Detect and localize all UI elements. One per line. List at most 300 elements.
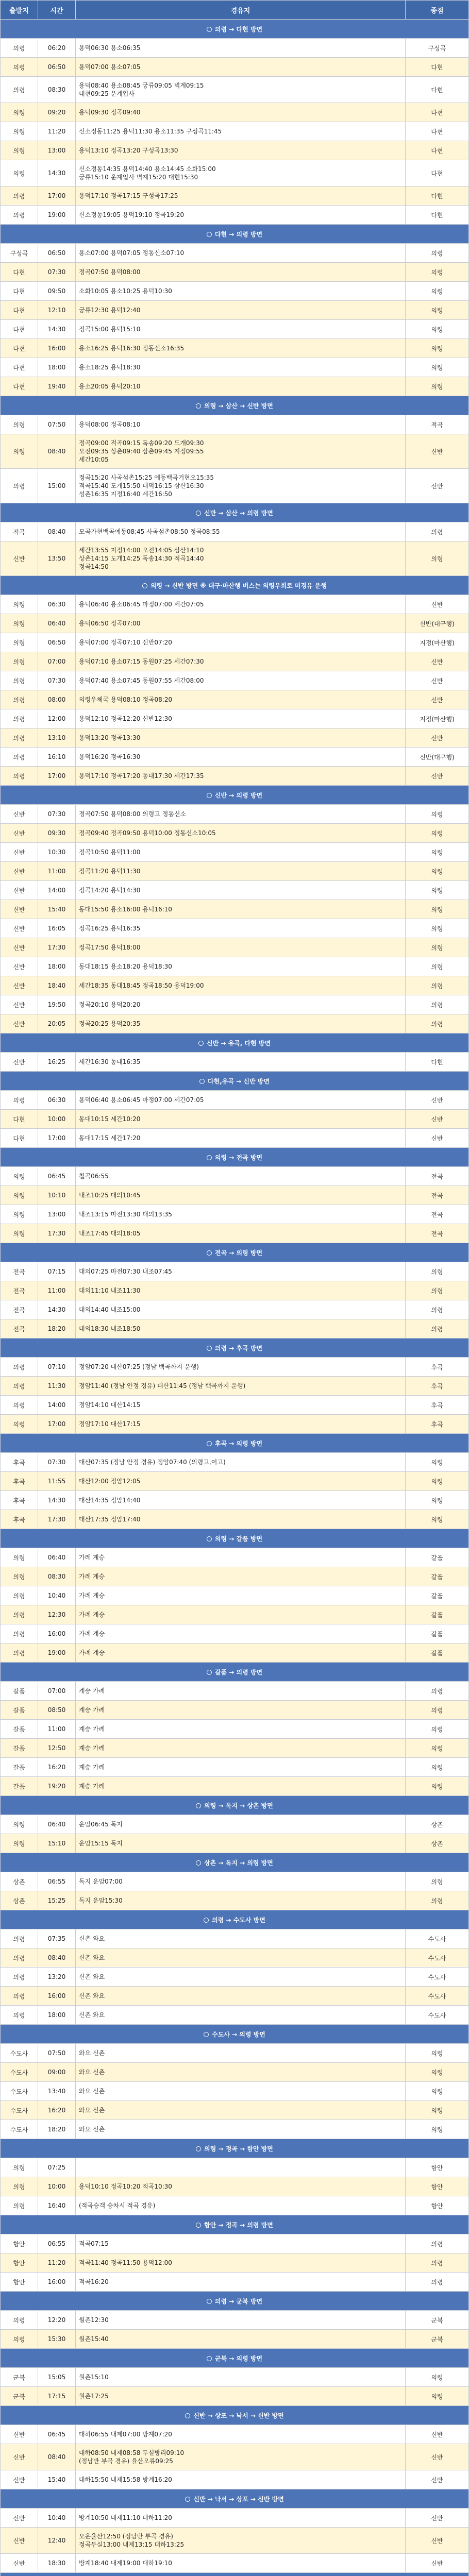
terminus-cell: 의령 xyxy=(406,1739,469,1758)
route-cell xyxy=(76,1682,406,1701)
route-cell xyxy=(76,1186,406,1205)
table-row xyxy=(1,881,469,900)
terminus-cell: 수도사 xyxy=(406,1948,469,1968)
route-cell xyxy=(76,2120,406,2139)
section-header xyxy=(1,2406,469,2425)
route-line: 신소정동14:35 용덕14:40 용소14:45 소화15:00 xyxy=(79,165,216,173)
route-cell xyxy=(76,263,406,282)
route-cell xyxy=(76,103,406,122)
route-line: 세간16:30 동대16:35 xyxy=(79,1058,141,1065)
route-line: 용덕16:20 정곡16:30 xyxy=(79,753,141,760)
time-cell: 16:40 xyxy=(38,2196,76,2215)
time-cell: 13:50 xyxy=(38,541,76,576)
terminus-cell: 신반 xyxy=(406,728,469,748)
route-line: 정곡15:00 용덕15:10 xyxy=(79,325,141,333)
circle-icon xyxy=(196,511,201,516)
table-row xyxy=(1,2044,469,2063)
departure-cell: 신반 xyxy=(1,805,38,824)
section-title-cell xyxy=(1,2573,469,2576)
table-row xyxy=(1,2158,469,2177)
route-cell xyxy=(76,2509,406,2528)
terminus-cell: 의령 xyxy=(406,522,469,541)
circle-icon xyxy=(204,1918,209,1923)
time-cell: 14:30 xyxy=(38,160,76,187)
section-title-cell xyxy=(1,1434,469,1453)
departure-cell: 의령 xyxy=(1,1605,38,1624)
table-row xyxy=(1,900,469,919)
route-cell xyxy=(76,1129,406,1148)
departure-cell: 의령 xyxy=(1,434,38,469)
time-cell: 06:45 xyxy=(38,1167,76,1186)
section-title: 다현 → 의령 방면 xyxy=(214,230,263,238)
time-cell: 07:00 xyxy=(38,1682,76,1701)
route-cell xyxy=(76,415,406,434)
departure-cell: 다현 xyxy=(1,320,38,339)
table-row xyxy=(1,1472,469,1491)
route-line: 용소20:05 용덕20:10 xyxy=(79,382,141,390)
departure-cell: 갈품 xyxy=(1,1701,38,1720)
table-row xyxy=(1,1358,469,1377)
table-row xyxy=(1,919,469,938)
time-cell: 07:30 xyxy=(38,1453,76,1472)
time-cell: 15:00 xyxy=(38,469,76,503)
route-line: 대산14:35 정암14:40 xyxy=(79,1496,141,1504)
circle-icon xyxy=(196,1803,201,1808)
route-line: 용덕17:10 정곡17:20 동대17:30 세간17:35 xyxy=(79,772,204,779)
route-cell xyxy=(76,1300,406,1319)
terminus-cell: 의령 xyxy=(406,881,469,900)
table-row xyxy=(1,77,469,103)
time-cell: 06:40 xyxy=(38,614,76,633)
departure-cell: 신반 xyxy=(1,2470,38,2489)
table-row xyxy=(1,415,469,434)
route-line: 정곡두실13:00 내제13:15 대하13:25 xyxy=(79,2541,185,2548)
section-title-cell xyxy=(1,2292,469,2311)
table-row xyxy=(1,2387,469,2406)
route-cell xyxy=(76,1834,406,1853)
terminus-cell: 신반(대구행) xyxy=(406,748,469,767)
route-cell xyxy=(76,187,406,206)
terminus-cell: 의령 xyxy=(406,2082,469,2101)
route-cell xyxy=(76,1815,406,1834)
route-cell xyxy=(76,2425,406,2444)
table-row xyxy=(1,1548,469,1567)
time-cell: 07:50 xyxy=(38,2044,76,2063)
section-title: 군북 → 의령 방면 xyxy=(214,2354,263,2362)
section-title: 신반 → 유곡, 다현 방면 xyxy=(206,1039,271,1047)
departure-cell: 수도사 xyxy=(1,2082,38,2101)
route-line: 소화10:05 용소10:25 용덕10:30 xyxy=(79,287,172,295)
route-cell xyxy=(76,377,406,396)
circle-icon xyxy=(185,2413,190,2418)
table-row xyxy=(1,39,469,58)
time-cell: 08:00 xyxy=(38,690,76,709)
section-title: 의령 → 수도사 방면 xyxy=(212,1916,265,1924)
route-line: 정암17:10 대산17:15 xyxy=(79,1420,141,1428)
terminus-cell: 다현 xyxy=(406,187,469,206)
route-cell xyxy=(76,244,406,263)
departure-cell: 후곡 xyxy=(1,1453,38,1472)
section-title-cell xyxy=(1,2406,469,2425)
table-row xyxy=(1,1300,469,1319)
table-row xyxy=(1,2425,469,2444)
departure-cell: 신반 xyxy=(1,881,38,900)
departure-cell: 의령 xyxy=(1,469,38,503)
route-line: 칠곡06:55 xyxy=(79,1172,109,1180)
route-cell xyxy=(76,1929,406,1948)
table-row xyxy=(1,1624,469,1643)
departure-cell: 의령 xyxy=(1,58,38,77)
table-row xyxy=(1,633,469,652)
route-line: 궁류12:30 용덕12:40 xyxy=(79,306,141,314)
route-cell xyxy=(76,1510,406,1529)
section-header xyxy=(1,1033,469,1053)
terminus-cell: 다현 xyxy=(406,1053,469,1072)
departure-cell: 갈품 xyxy=(1,1758,38,1777)
terminus-cell: 전곡 xyxy=(406,1205,469,1224)
route-line: 용덕07:00 정곡07:10 신반07:20 xyxy=(79,638,172,646)
departure-cell: 의령 xyxy=(1,77,38,103)
terminus-cell: 후곡 xyxy=(406,1415,469,1434)
header-route: 경유지 xyxy=(76,1,406,20)
departure-cell: 신반 xyxy=(1,2444,38,2470)
route-line: 대산07:35 (정남 안정 경유) 정암07:40 (의령고,여고) xyxy=(79,1458,226,1466)
table-row xyxy=(1,748,469,767)
route-line: 정곡14:20 용덕14:30 xyxy=(79,886,141,894)
circle-icon xyxy=(196,403,201,409)
departure-cell: 다현 xyxy=(1,301,38,320)
route-line: 정곡07:50 용덕08:00 의령고 정동신소 xyxy=(79,810,187,818)
section-header xyxy=(1,2573,469,2576)
departure-cell: 의령 xyxy=(1,1396,38,1415)
terminus-cell: 후곡 xyxy=(406,1358,469,1377)
section-header xyxy=(1,1910,469,1929)
time-cell: 17:30 xyxy=(38,1510,76,1529)
route-line: 내조10:25 대의10:45 xyxy=(79,1191,141,1199)
circle-icon xyxy=(199,1079,205,1084)
circle-icon xyxy=(207,1250,212,1256)
route-line: 와요 신촌 xyxy=(79,2049,105,2057)
departure-cell: 신반 xyxy=(1,1014,38,1033)
time-cell: 06:40 xyxy=(38,1815,76,1834)
route-cell xyxy=(76,469,406,503)
terminus-cell: 구성곡 xyxy=(406,39,469,58)
route-line: 성촌16:35 지정16:40 세간16:50 xyxy=(79,490,172,498)
section-title: 의령 → 정곡 → 함안 방면 xyxy=(204,2145,273,2153)
table-row xyxy=(1,709,469,728)
route-line: 운암15:15 독지 xyxy=(79,1839,123,1847)
section-title-cell xyxy=(1,1529,469,1548)
section-title-cell xyxy=(1,2489,469,2509)
departure-cell: 전곡 xyxy=(1,1319,38,1338)
table-row xyxy=(1,187,469,206)
section-title-cell xyxy=(1,2215,469,2234)
route-line: 월촌17:25 xyxy=(79,2392,109,2400)
departure-cell: 의령 xyxy=(1,1643,38,1663)
section-title-cell xyxy=(1,503,469,522)
time-cell: 16:00 xyxy=(38,339,76,358)
terminus-cell: 수도사 xyxy=(406,1929,469,1948)
time-cell: 11:55 xyxy=(38,1472,76,1491)
section-title: 의령 → 삼산 → 신반 방면 xyxy=(204,402,273,410)
route-line: 정곡16:25 용덕16:35 xyxy=(79,924,141,932)
circle-icon xyxy=(207,1670,212,1675)
time-cell: 16:20 xyxy=(38,2101,76,2120)
route-line: 가례 계승 xyxy=(79,1572,105,1580)
route-cell xyxy=(76,206,406,225)
terminus-cell: 적곡 xyxy=(406,415,469,434)
route-line: 용덕17:10 정곡17:15 구성곡17:25 xyxy=(79,192,178,199)
route-cell xyxy=(76,1167,406,1186)
time-cell: 12:30 xyxy=(38,1605,76,1624)
route-line: 가례 계승 xyxy=(79,1630,105,1637)
table-row xyxy=(1,1510,469,1529)
table-row xyxy=(1,690,469,709)
terminus-cell: 의령 xyxy=(406,2368,469,2387)
route-line: 가례 계승 xyxy=(79,1611,105,1618)
route-line: 정곡17:50 용덕18:00 xyxy=(79,943,141,951)
departure-cell: 신반 xyxy=(1,938,38,957)
section-header xyxy=(1,2489,469,2509)
section-title-cell xyxy=(1,2025,469,2044)
route-cell xyxy=(76,1224,406,1243)
terminus-cell: 함안 xyxy=(406,2196,469,2215)
departure-cell: 적곡 xyxy=(1,522,38,541)
departure-cell: 수도사 xyxy=(1,2063,38,2082)
route-cell xyxy=(76,1948,406,1968)
terminus-cell: 다현 xyxy=(406,58,469,77)
section-title-cell xyxy=(1,786,469,805)
terminus-cell: 의령 xyxy=(406,900,469,919)
table-row xyxy=(1,614,469,633)
departure-cell: 의령 xyxy=(1,1815,38,1834)
table-row xyxy=(1,1701,469,1720)
table-row xyxy=(1,1891,469,1910)
section-header xyxy=(1,1338,469,1358)
terminus-cell: 신반 xyxy=(406,1129,469,1148)
terminus-cell: 상촌 xyxy=(406,1815,469,1834)
departure-cell: 신반 xyxy=(1,843,38,862)
time-cell: 08:40 xyxy=(38,1948,76,1968)
terminus-cell: 다현 xyxy=(406,103,469,122)
time-cell: 08:40 xyxy=(38,2444,76,2470)
route-cell xyxy=(76,1872,406,1891)
route-line: 계승 가례 xyxy=(79,1782,105,1790)
route-cell xyxy=(76,938,406,957)
section-title-cell xyxy=(1,1033,469,1053)
circle-icon xyxy=(207,232,212,237)
departure-cell: 갈품 xyxy=(1,1739,38,1758)
circle-icon xyxy=(207,1346,212,1351)
table-row xyxy=(1,595,469,614)
time-cell: 17:00 xyxy=(38,187,76,206)
departure-cell: 수도사 xyxy=(1,2101,38,2120)
route-line: 가례 계승 xyxy=(79,1649,105,1656)
time-cell: 10:00 xyxy=(38,1110,76,1129)
time-cell: 09:50 xyxy=(38,282,76,301)
table-row xyxy=(1,206,469,225)
route-line: 대현09:25 운계입사 xyxy=(79,90,135,97)
route-cell xyxy=(76,77,406,103)
table-row xyxy=(1,541,469,576)
departure-cell: 전곡 xyxy=(1,1262,38,1281)
table-row xyxy=(1,1167,469,1186)
time-cell: 18:40 xyxy=(38,976,76,995)
terminus-cell: 다현 xyxy=(406,77,469,103)
departure-cell: 의령 xyxy=(1,206,38,225)
terminus-cell: 의령 xyxy=(406,1720,469,1739)
time-cell: 18:20 xyxy=(38,2120,76,2139)
terminus-cell: 전곡 xyxy=(406,1167,469,1186)
route-line: 정암14:10 대산14:15 xyxy=(79,1401,141,1409)
time-cell: 15:30 xyxy=(38,2330,76,2349)
circle-icon xyxy=(142,583,147,588)
route-cell xyxy=(76,2368,406,2387)
time-cell: 17:00 xyxy=(38,767,76,786)
route-line: 독지 운암15:30 xyxy=(79,1896,123,1904)
section-header xyxy=(1,1148,469,1167)
route-line: 용덕07:10 용소07:15 동원07:25 세간07:30 xyxy=(79,657,204,665)
table-row xyxy=(1,1815,469,1834)
terminus-cell: 의령 xyxy=(406,919,469,938)
table-row xyxy=(1,58,469,77)
route-cell xyxy=(76,1396,406,1415)
route-line: 가례 계승 xyxy=(79,1553,105,1561)
time-cell: 11:00 xyxy=(38,1720,76,1739)
section-header xyxy=(1,2349,469,2368)
section-title: 의령 → 다현 방면 xyxy=(214,25,263,33)
route-line: 용소16:25 용덕16:30 정동신소16:35 xyxy=(79,344,185,352)
terminus-cell: 갈품 xyxy=(406,1605,469,1624)
time-cell: 20:05 xyxy=(38,1014,76,1033)
route-cell xyxy=(76,633,406,652)
route-cell xyxy=(76,1624,406,1643)
section-header xyxy=(1,2025,469,2044)
departure-cell: 의령 xyxy=(1,748,38,767)
departure-cell: 다현 xyxy=(1,358,38,377)
time-cell: 14:00 xyxy=(38,881,76,900)
time-cell: 19:00 xyxy=(38,206,76,225)
table-row xyxy=(1,1053,469,1072)
table-row xyxy=(1,976,469,995)
departure-cell: 의령 xyxy=(1,1968,38,1987)
time-cell: 06:45 xyxy=(38,2425,76,2444)
terminus-cell: 의령 xyxy=(406,358,469,377)
route-line: 용덕06:50 정곡07:00 xyxy=(79,619,141,627)
terminus-cell: 다현 xyxy=(406,122,469,141)
table-row xyxy=(1,122,469,141)
route-line: 계승 가례 xyxy=(79,1687,105,1694)
table-row xyxy=(1,728,469,748)
terminus-cell: 의령 xyxy=(406,2253,469,2273)
terminus-cell: 의령 xyxy=(406,1891,469,1910)
terminus-cell: 신반 xyxy=(406,2509,469,2528)
table-row xyxy=(1,1758,469,1777)
time-cell: 19:40 xyxy=(38,377,76,396)
route-cell xyxy=(76,1987,406,2006)
section-header xyxy=(1,2215,469,2234)
table-row xyxy=(1,160,469,187)
route-line: 정곡15:20 사곡섬촌15:25 예동백곡거현오15:35 xyxy=(79,473,214,481)
terminus-cell: 의령 xyxy=(406,2234,469,2253)
route-cell xyxy=(76,1281,406,1300)
time-cell: 15:25 xyxy=(38,1891,76,1910)
departure-cell: 의령 xyxy=(1,1415,38,1434)
route-cell xyxy=(76,541,406,576)
timetable-body xyxy=(1,20,469,2576)
table-row xyxy=(1,301,469,320)
section-title: 의령 → 전곡 방면 xyxy=(214,1154,263,1161)
departure-cell: 의령 xyxy=(1,2006,38,2025)
departure-cell: 신반 xyxy=(1,2509,38,2528)
time-cell: 09:30 xyxy=(38,824,76,843)
terminus-cell: 의령 xyxy=(406,301,469,320)
section-title-cell xyxy=(1,1072,469,1091)
route-line: 운암06:45 독지 xyxy=(79,1820,123,1828)
terminus-cell: 의령 xyxy=(406,1510,469,1529)
departure-cell: 다현 xyxy=(1,263,38,282)
terminus-cell: 지정(마산행) xyxy=(406,709,469,728)
departure-cell: 의령 xyxy=(1,614,38,633)
terminus-cell: 의령 xyxy=(406,1491,469,1510)
time-cell: 08:30 xyxy=(38,1567,76,1586)
time-cell: 07:30 xyxy=(38,263,76,282)
time-cell: 10:40 xyxy=(38,2509,76,2528)
time-cell: 11:00 xyxy=(38,1281,76,1300)
route-line: 내조13:15 마전13:30 대의13:35 xyxy=(79,1210,172,1218)
section-header xyxy=(1,396,469,415)
route-line: 동대15:50 용소16:00 용덕16:10 xyxy=(79,905,172,913)
route-line: 내조17:45 대의18:05 xyxy=(79,1229,141,1237)
terminus-cell: 수도사 xyxy=(406,2006,469,2025)
time-cell: 07:00 xyxy=(38,652,76,671)
time-cell: 19:00 xyxy=(38,1643,76,1663)
route-line: 월촌12:30 xyxy=(79,2316,109,2324)
route-cell xyxy=(76,1605,406,1624)
section-header xyxy=(1,1072,469,1091)
time-cell: 16:00 xyxy=(38,1624,76,1643)
section-title: 의령 → 독지 → 상촌 방면 xyxy=(204,1802,273,1809)
route-line: 용덕12:10 정곡12:20 신반12:30 xyxy=(79,715,172,722)
terminus-cell: 신반 xyxy=(406,690,469,709)
circle-icon xyxy=(207,1155,212,1160)
route-line: 와요 신촌 xyxy=(79,2125,105,2133)
time-cell: 10:00 xyxy=(38,2177,76,2196)
time-cell: 11:20 xyxy=(38,122,76,141)
route-line: 방계10:50 내제11:10 대하11:20 xyxy=(79,2514,172,2521)
table-row xyxy=(1,103,469,122)
route-cell xyxy=(76,339,406,358)
route-cell xyxy=(76,900,406,919)
time-cell: 18:00 xyxy=(38,957,76,976)
terminus-cell: 의령 xyxy=(406,976,469,995)
table-row xyxy=(1,2311,469,2330)
terminus-cell: 신반 xyxy=(406,671,469,690)
departure-cell: 신반 xyxy=(1,541,38,576)
terminus-cell: 신반 xyxy=(406,1091,469,1110)
terminus-cell: 의령 xyxy=(406,1758,469,1777)
time-cell: 17:00 xyxy=(38,1129,76,1148)
route-line: 독지 운암07:00 xyxy=(79,1877,123,1885)
route-line: 적곡15:40 도개15:50 대덕16:15 삼산16:30 xyxy=(79,482,204,489)
terminus-cell: 신반(대구행) xyxy=(406,614,469,633)
departure-cell: 의령 xyxy=(1,1358,38,1377)
terminus-cell: 갈품 xyxy=(406,1643,469,1663)
departure-cell: 의령 xyxy=(1,652,38,671)
departure-cell: 의령 xyxy=(1,2177,38,2196)
route-line: 월촌15:10 xyxy=(79,2373,109,2381)
route-cell xyxy=(76,1358,406,1377)
